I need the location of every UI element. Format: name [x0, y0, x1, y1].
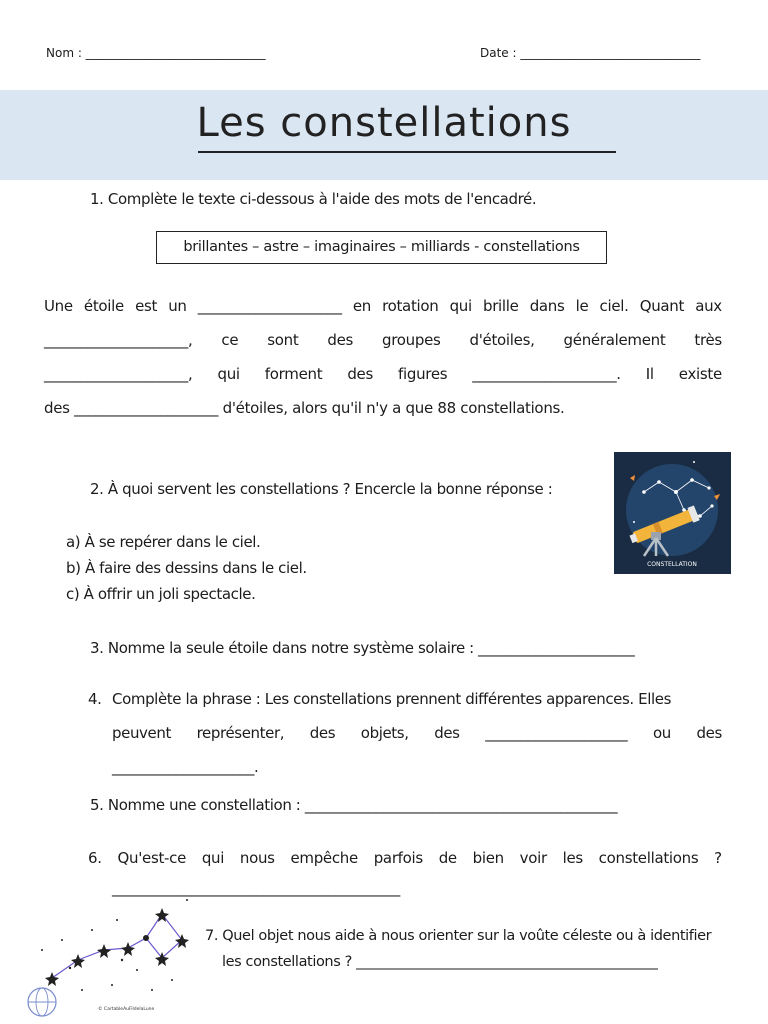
word: constellations — [598, 849, 699, 867]
word: bien — [472, 849, 504, 867]
name-field-label: Nom : ______________________________ — [46, 46, 266, 60]
question-2: 2. À quoi servent les constellations ? Encercle la bonne réponse : — [90, 480, 553, 498]
word: représenter, — [196, 724, 285, 742]
question-4 — [88, 690, 722, 792]
paragraph-line-4 — [44, 391, 722, 425]
word: en — [352, 297, 371, 315]
paragraph-last-line[interactable]: des ____________________ d'étoiles, alors qu'il n'y a que 88 constellations. — [44, 399, 565, 417]
blank-4[interactable]: ____________________. — [472, 365, 621, 383]
paragraph-line-1 — [44, 289, 722, 323]
word: Une — [44, 297, 73, 315]
word: qui — [201, 849, 225, 867]
word: étoile — [83, 297, 124, 315]
word-box: brillantes – astre – imaginaires – milliards - constellations — [156, 231, 607, 264]
word: sont — [267, 331, 299, 349]
blank-1[interactable]: ____________________ — [197, 297, 342, 315]
paragraph-line-3 — [44, 357, 722, 391]
word: des — [309, 724, 336, 742]
date-field-label: Date : ______________________________ — [480, 46, 701, 60]
word: aux — [695, 297, 722, 315]
answer-blank[interactable]: ____________________ — [485, 724, 628, 742]
image-caption: CONSTELLATION — [647, 561, 697, 568]
word: des — [327, 331, 354, 349]
word: de — [438, 849, 457, 867]
option-c[interactable]: c) À offrir un joli spectacle. — [66, 585, 256, 603]
question-3: 3. Nomme la seule étoile dans notre système solaire : ______________________ — [90, 639, 635, 657]
answer-blank[interactable]: ____________________. — [112, 758, 259, 776]
credit-text: © CartableAuFildelaLune — [98, 1007, 155, 1012]
word: peuvent — [112, 724, 171, 742]
constellation-drawing — [22, 890, 202, 1020]
page-title: Les constellations — [196, 100, 572, 146]
word: le — [575, 297, 589, 315]
word: dans — [529, 297, 565, 315]
word: Quant — [639, 297, 685, 315]
word: existe — [678, 365, 722, 383]
question-text: Complète la phrase : Les constellations prennent différentes apparences. Elles — [112, 690, 672, 708]
blank-2[interactable]: ____________________, — [44, 331, 193, 349]
word: rotation — [382, 297, 439, 315]
title-underline — [198, 151, 616, 153]
word: un — [168, 297, 187, 315]
paragraph-line-2 — [44, 323, 722, 357]
word: nous — [239, 849, 275, 867]
word: parfois — [373, 849, 423, 867]
question-7-line-1: 7. Quel objet nous aide à nous orienter sur la voûte céleste ou à identifier — [205, 928, 712, 944]
question-5: 5. Nomme une constellation : ____________________________________________ — [90, 796, 618, 814]
word: forment — [264, 365, 323, 383]
word: Il — [645, 365, 654, 383]
word: d'étoiles, — [469, 331, 535, 349]
word: des — [434, 724, 460, 742]
word: qui — [449, 297, 472, 315]
option-b[interactable]: b) À faire des dessins dans le ciel. — [66, 559, 307, 577]
word: qui — [217, 365, 240, 383]
question-7-line-2[interactable]: les constellations ? ____________________________________________ — [222, 954, 658, 970]
question-number: 4. — [88, 690, 102, 708]
word: objets, — [360, 724, 409, 742]
telescope-illustration — [614, 452, 731, 574]
word: 6. — [88, 849, 102, 867]
word: voir — [519, 849, 547, 867]
blank-3[interactable]: ____________________, — [44, 365, 193, 383]
answer-blank[interactable]: ________________________________________ — [112, 879, 401, 897]
word: très — [694, 331, 722, 349]
word: figures — [398, 365, 448, 383]
word: groupes — [382, 331, 441, 349]
option-a[interactable]: a) À se repérer dans le ciel. — [66, 533, 261, 551]
word: ciel. — [599, 297, 629, 315]
question-1: 1. Complète le texte ci-dessous à l'aide des mots de l'encadré. — [90, 190, 537, 208]
word: ou — [652, 724, 671, 742]
word: ? — [714, 849, 722, 867]
word: Qu'est-ce — [117, 849, 187, 867]
word: empêche — [290, 849, 358, 867]
word: les — [562, 849, 583, 867]
word: des — [696, 724, 722, 742]
word: ce — [221, 331, 239, 349]
word: des — [347, 365, 373, 383]
fill-in-paragraph — [44, 289, 722, 425]
word: généralement — [563, 331, 666, 349]
word: est — [135, 297, 158, 315]
word: brille — [482, 297, 519, 315]
